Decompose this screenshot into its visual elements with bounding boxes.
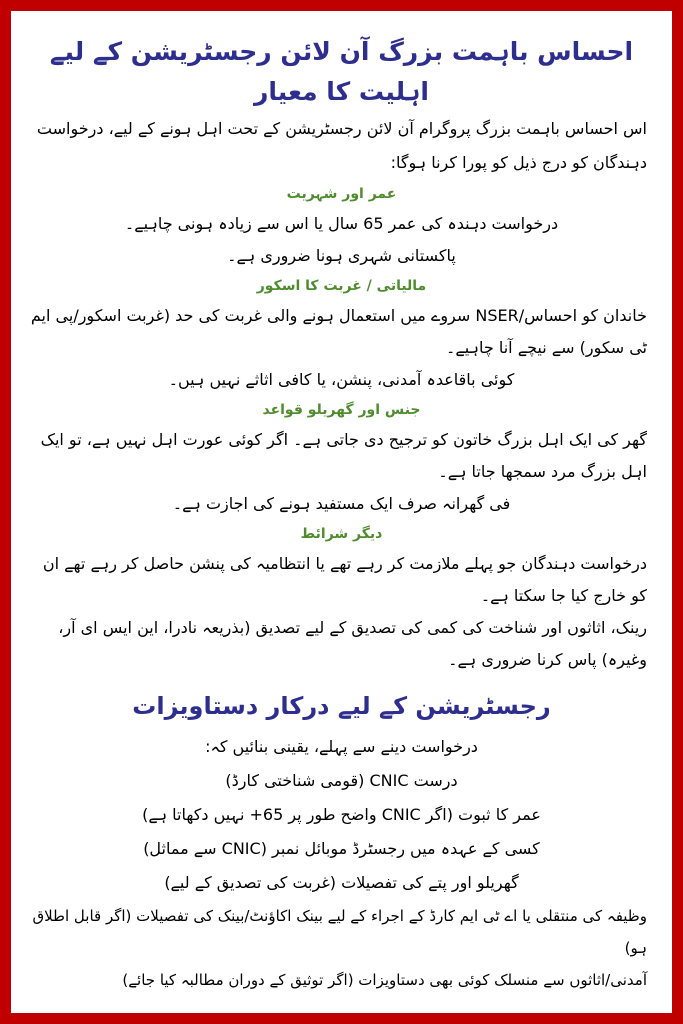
document-item: آمدنی/اثاثوں سے منسلک کوئی بھی دستاویزات (اگر توثیق کے دوران مطالبہ کیا جائے) (122, 971, 647, 989)
list-item: فی گھرانہ صرف ایک مستفید ہونے کی اجازت ہے۔ (172, 494, 511, 513)
document-item: عمر کا ثبوت (اگر CNIC واضح طور پر 65+ نہیں دکھاتا ہے) (142, 805, 541, 824)
section-heading-poverty: مالیاتی / غربت کا اسکور (256, 278, 427, 294)
list-item: رینک، اثاثوں اور شناخت کی کمی کی تصدیق کے لیے تصدیق (بذریعہ نادرا، این ایس ای آر، وغیرہ) پاس کرنا ضروری ہے۔ (58, 618, 647, 669)
section-heading-gender: جنس اور گھریلو قواعد (262, 402, 421, 418)
intro-paragraph: اس احساس باہمت بزرگ پروگرام آن لائن رجسٹریشن کے تحت اہل ہونے کے لیے، درخواست دہندگان کو درج ذیل کو پورا کرنا ہوگا: (36, 119, 647, 172)
list-item: درخواست دہندہ کی عمر 65 سال یا اس سے زیادہ ہونی چاہیے۔ (124, 214, 559, 233)
document-item: گھریلو اور پتے کی تفصیلات (غربت کی تصدیق کے لیے) (164, 873, 519, 892)
section-heading-other: دیگر شرائط (300, 526, 383, 542)
document-item: درست CNIC (قومی شناختی کارڈ) (225, 771, 458, 790)
document-item: کسی کے عہدہ میں رجسٹرڈ موبائل نمبر (CNIC سے مماثل) (143, 839, 540, 858)
section-heading-age: عمر اور شہریت (286, 186, 397, 202)
list-item: گھر کی ایک اہل بزرگ خاتون کو ترجیح دی جاتی ہے۔ اگر کوئی عورت اہل نہیں ہے، تو ایک اہل بزرگ مرد سمجھا جاتا ہے۔ (40, 430, 647, 481)
documents-title: رجسٹریشن کے لیے درکار دستاویزات (132, 692, 551, 720)
documents-intro: درخواست دینے سے پہلے، یقینی بنائیں کہ: (205, 737, 478, 756)
list-item: درخواست دہندگان جو پہلے ملازمت کر رہے تھے یا انتظامیہ کی پنشن حاصل کر رہے تھے ان کو خارج کیا جا سکتا ہے۔ (42, 554, 647, 605)
list-item: خاندان کو احساس/NSER سروے میں استعمال ہونے والی غربت کی حد (غربت اسکور/پی ایم ٹی سکور) سے نیچے آنا چاہیے۔ (30, 306, 647, 357)
document-content (22, 22, 661, 1002)
list-item: پاکستانی شہری ہونا ضروری ہے۔ (227, 246, 456, 265)
list-item: کوئی باقاعدہ آمدنی، پنشن، یا کافی اثاثے نہیں ہیں۔ (168, 370, 515, 389)
document-item: وظیفہ کی منتقلی یا اے ٹی ایم کارڈ کے اجراء کے لیے بینک اکاؤنٹ/بینک کی تفصیلات (اگر قابل اطلاق ہو) (32, 907, 647, 957)
page-title: احساس باہمت بزرگ آن لائن رجسٹریشن کے لیے اہلیت کا معیار (49, 37, 634, 106)
